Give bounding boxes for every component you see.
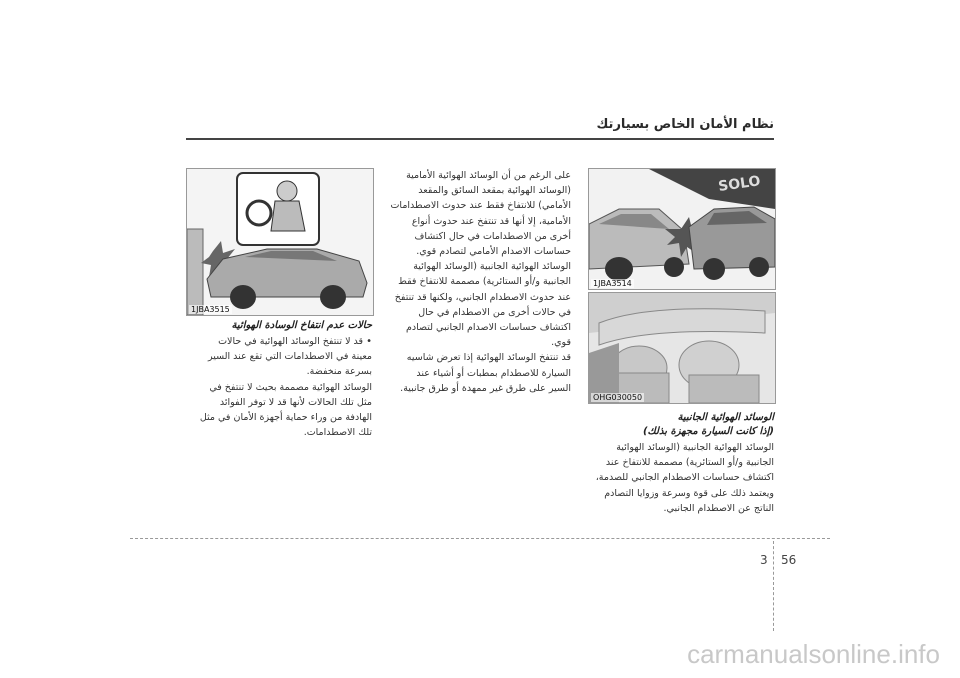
text-line: السيارة للاصطدام بمطبات أو أشياء عند: [416, 367, 571, 379]
middle-column-body: [375, 168, 571, 396]
text-line: في حالات أخرى من الاصطدام في حال: [418, 306, 571, 318]
text-line: الأمامية، إلا أنها قد تنتفخ عند حدوث أنواع: [411, 215, 571, 227]
footer-divider: [130, 538, 830, 539]
text-line: على الرغم من أن الوسائد الهوائية الأمامية: [406, 170, 571, 181]
text-line: أخرى من الاصطدامات في حال اكتشاف: [414, 230, 571, 242]
text-line: اكتشاف حساسات الاصدام الجانبي لتصادم: [406, 322, 571, 334]
figure-code-label: OHG030050: [593, 393, 643, 402]
side-airbags-subheading: (إذا كانت السيارة مجهزة بذلك): [642, 426, 774, 437]
text-line: ويعتمد ذلك على قوة وسرعة وزوايا التصادم: [604, 487, 774, 499]
low-speed-collision-illustration: [187, 169, 373, 315]
text-line: قوي.: [551, 337, 571, 349]
side-airbags-heading: الوسائد الهوائية الجانبية: [677, 412, 774, 423]
interior-airbag-illustration: [589, 293, 775, 403]
figure-code-label: 1JBA3515: [191, 305, 230, 314]
text-line: السير على طرق غير ممهدة أو طرق جانبية.: [400, 382, 571, 394]
text-line: قد لا تنتفخ الوسائد الهوائية في حالات: [218, 336, 364, 347]
low-speed-collision-figure: [186, 168, 374, 316]
text-line: الجانبية و/أو الستائرية) مصممة للانتفاخ عند: [605, 457, 774, 469]
text-line: تلك الاصطدامات.: [303, 427, 372, 439]
text-line: حساسات الاصدام الأمامي لتصادم قوي.: [416, 246, 571, 258]
curtain-airbag-figure: [588, 292, 776, 404]
page-number: 56: [781, 553, 797, 567]
bullet-marker: •: [366, 336, 372, 347]
figure-code-label: 1JBA3514: [593, 279, 632, 288]
text-line: الوسائد الهوائية الجانبية (الوسائد الهوائية: [413, 261, 571, 273]
svg-text:SOLO: SOLO: [717, 173, 762, 195]
text-line: مثل تلك الحالات لأنها قد لا توفر الفوائد: [219, 396, 372, 408]
section-number: 3: [760, 553, 768, 567]
text-line: الجانبية و/أو الستائرية) مصممة للانتفاخ فقط: [398, 276, 571, 288]
footer-vertical-divider: [773, 541, 775, 631]
text-line: الوسائد الهوائية مصممة بحيث لا تنتفخ في: [209, 381, 372, 393]
text-line: الوسائد الهوائية الجانبية (الوسائد الهوائية: [616, 442, 774, 453]
text-line: معينة في الاصطدامات التي تقع عند السير: [207, 351, 372, 363]
header-divider: [186, 138, 774, 140]
text-line: بسرعة منخفضة.: [306, 366, 372, 378]
text-line: قد تنتفخ الوسائد الهوائية إذا تعرض شاسيه: [406, 352, 571, 364]
text-line: الناتج عن الاصطدام الجانبي.: [663, 502, 774, 514]
watermark: carmanualsonline.info: [687, 639, 940, 669]
non-inflation-body: [182, 334, 372, 440]
text-line: (الوسائد الهوائية بمقعد السائق والمقعد: [418, 185, 571, 197]
side-airbags-body: [584, 440, 774, 516]
non-inflation-heading: حالات عدم انتفاخ الوسادة الهوائية: [231, 320, 372, 331]
text-line: عند حدوث الاصطدام الجانبي، ولكنها قد تنتفخ: [394, 291, 571, 303]
bullet-line: [182, 334, 372, 349]
side-collision-figure: [588, 168, 776, 290]
text-line: الأمامي) للانتفاخ فقط عند حدوث الاصطدامات: [390, 200, 571, 212]
page-header-title: نظام الأمان الخاص بسيارتك: [596, 117, 774, 132]
text-line: الهادفة من وراء حماية أجهزة الأمان في مثل: [199, 412, 372, 424]
text-line: اكتشاف حساسات الاصطدام الجانبي للصدمة،: [595, 472, 774, 484]
side-collision-illustration: [589, 169, 775, 289]
